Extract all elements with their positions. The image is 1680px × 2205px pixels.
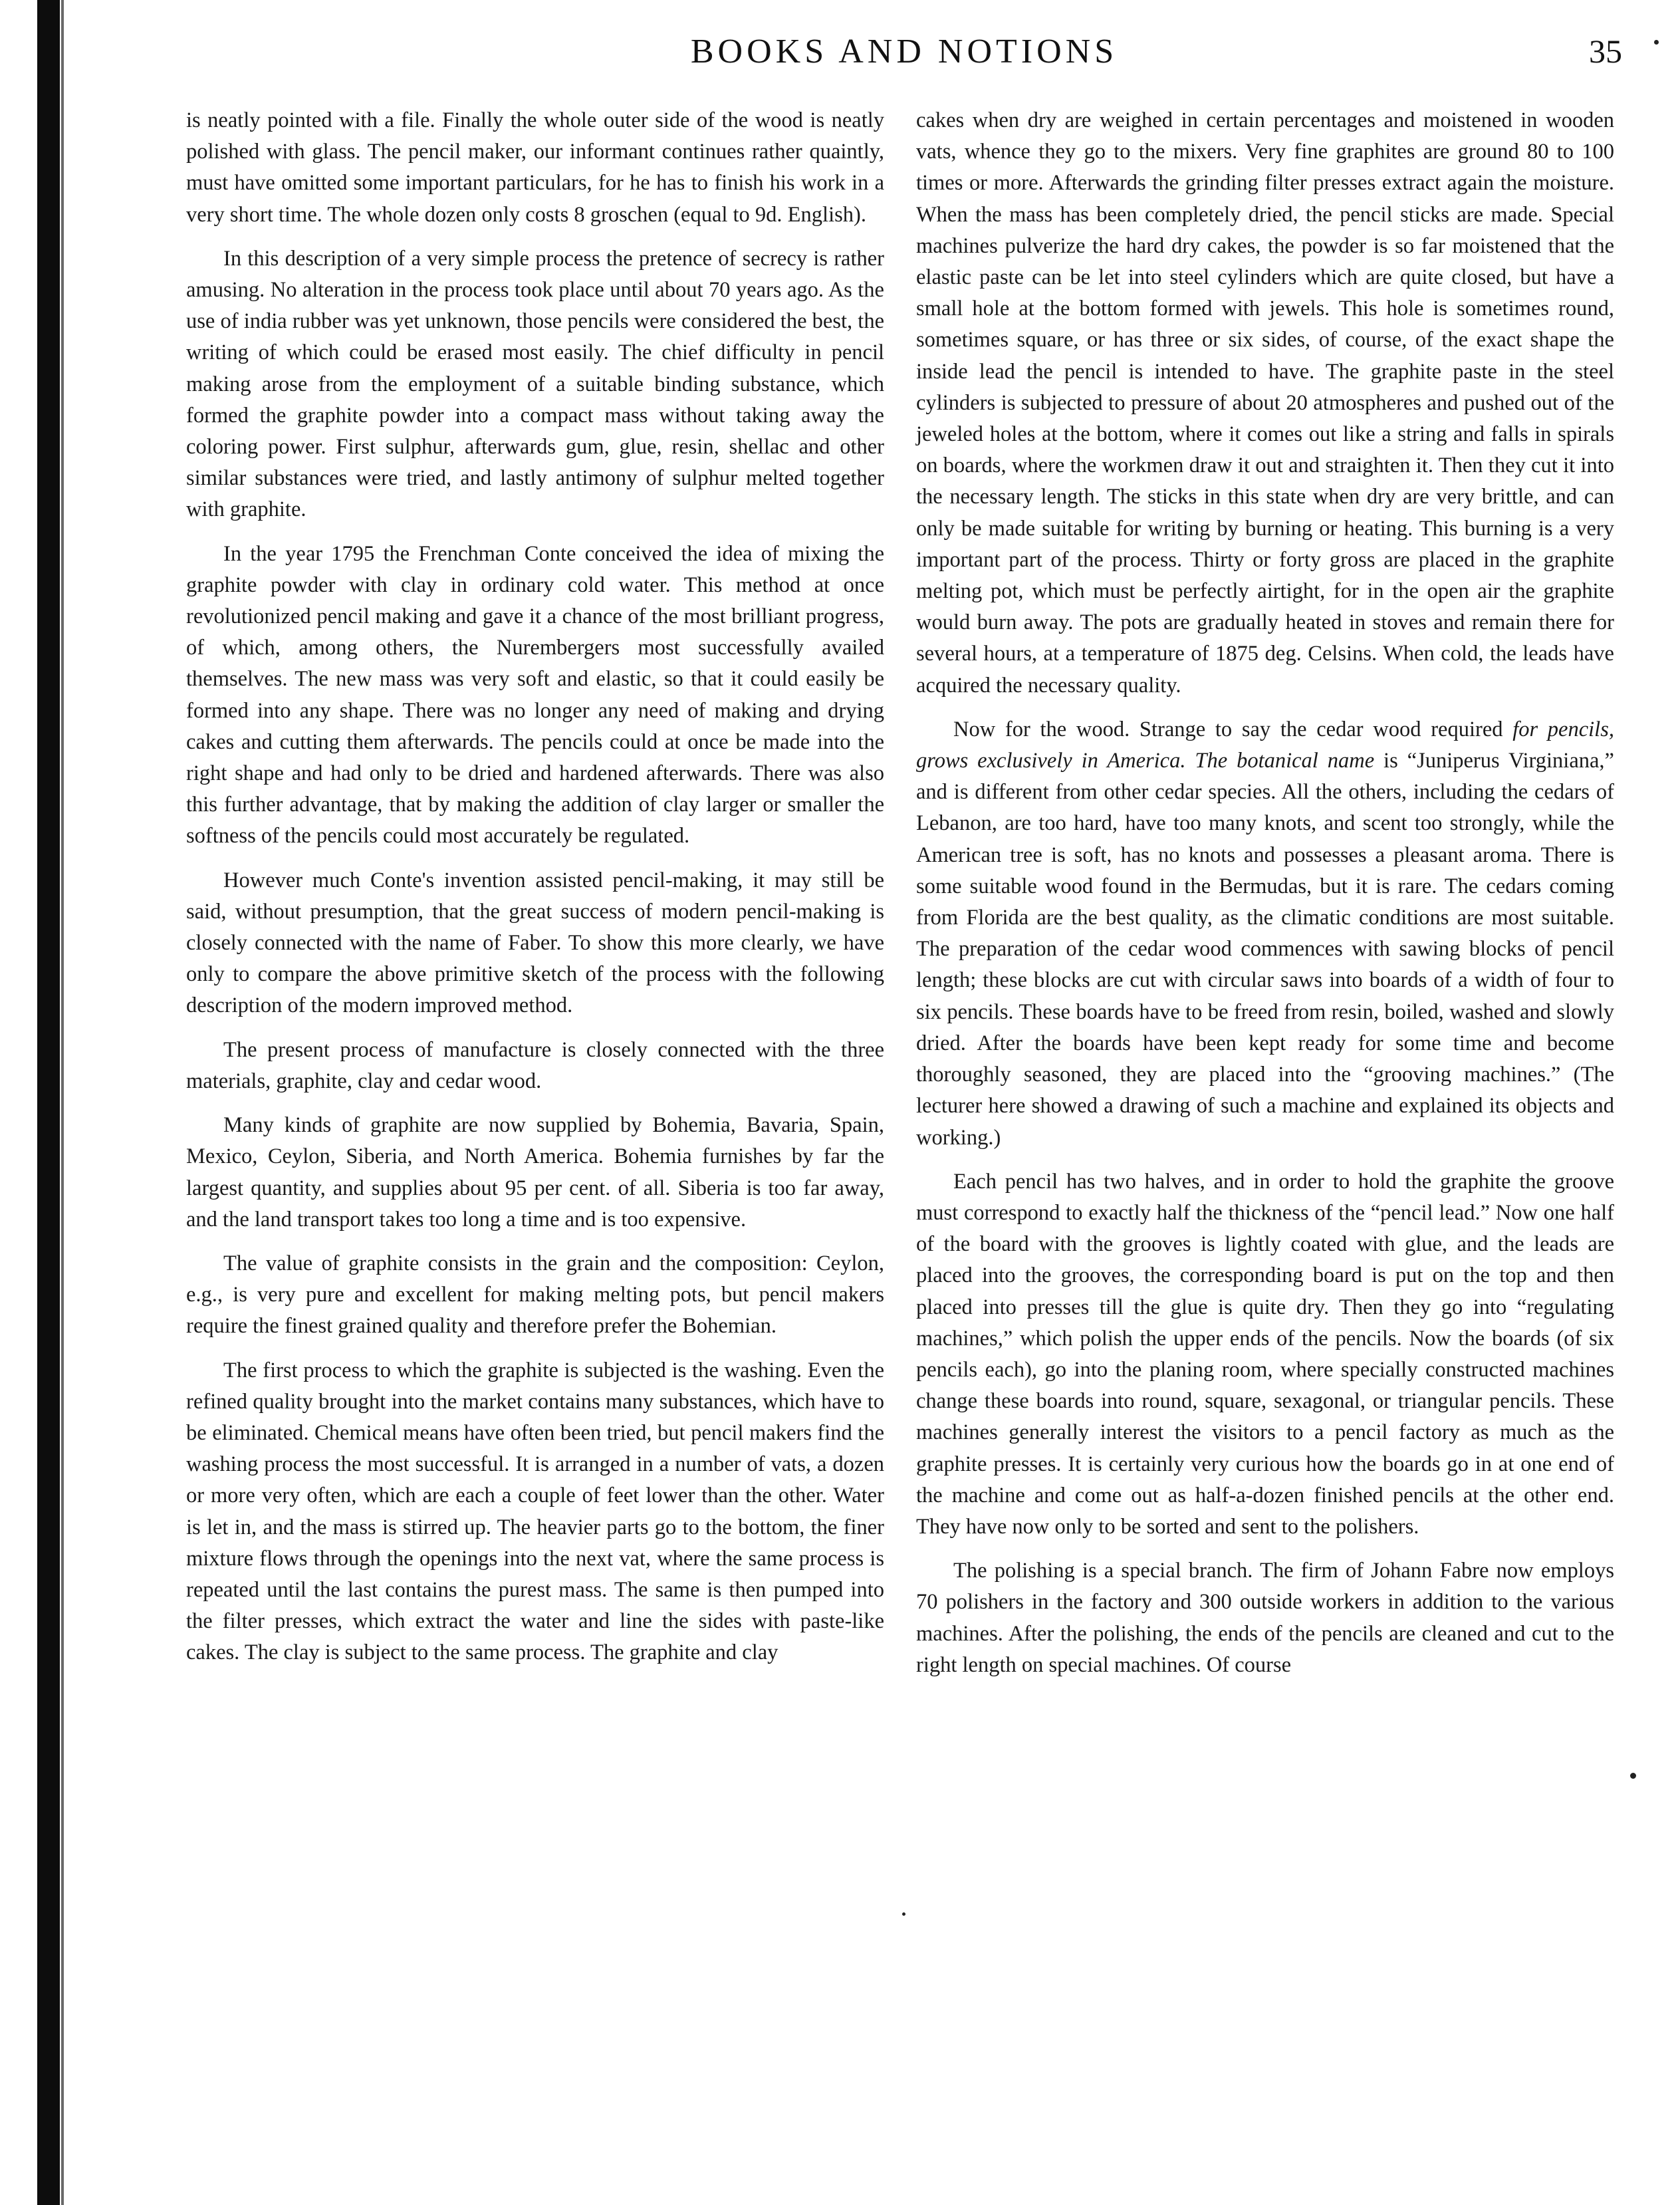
page-number: 35 [1589, 33, 1622, 70]
paragraph: The value of graphite consists in the grain and the composition: Ceylon, e.g., is very pure and excellent for making melting pots, but pencil makers require the finest grained quality and therefore prefer the Bohemian. [186, 1251, 884, 1339]
paragraph: Each pencil has two halves, and in order to hold the graphite the groove must correspond to exactly half the thickness of the “pencil lead.” Now one half of the board with the grooves is lightly coated with glue, and the leads are placed into the grooves, the corresponding board is put on the top and then placed into presses till the glue is quite dry. Then they go into “regulating machines,” which polish the upper ends of the pencils. Now the boards (of six pencils each), go into the planing room, where specially constructed machines change these boards into round, square, sexagonal, or triangular pencils. These machines generally interest the visitors to a pencil factory as much as the graphite presses. It is certainly very curious how the boards go in at one end of the machine and come out as half-a-dozen finished pencils at the other end. They have now only to be sorted and sent to the polishers. [916, 1169, 1614, 1539]
scan-speck [1654, 40, 1659, 45]
paragraph-text: is “Juniperus Virginiana,” and is different from other cedar species. All the others, including the cedars of Lebanon, are too hard, have too many knots, and scent too strongly, while the American tree is soft, has no knots and possesses a pleasant aroma. There is some suitable wood found in the Bermudas, but it is rare. The cedars coming from Florida are the best quality, as the climatic conditions are most suitable. The preparation of the cedar wood commences with sawing blocks of pencil length; these blocks are cut with circular saws into boards of a width of four to six pencils. These boards have to be freed from resin, boiled, washed and slowly dried. After the boards have been kept ready for some time and become thoroughly seasoned, they are placed into the “grooving machines.” (The lecturer here showed a drawing of such a machine and explained its objects and working.) [916, 749, 1614, 1150]
paragraph: In the year 1795 the Frenchman Conte conceived the idea of mixing the graphite powder with clay in ordinary cold water. This method at once revolutionized pencil making and gave it a chance of the most brilliant progress, of which, among others, the Nurembergers most successfully availed themselves. The new mass was very soft and elastic, so that it could easily be formed into any shape. There was no longer any need of making and drying cakes and cutting them afterwards. The pencils could at once be made into the right shape and had only to be dried and hardened afterwards. There was also this further advantage, that by making the addition of clay larger or smaller the softness of the pencils could most accurately be regulated. [186, 541, 884, 848]
left-column [186, 105, 884, 1682]
right-column [916, 105, 1614, 1694]
paragraph: cakes when dry are weighed in certain percentages and moistened in wooden vats, whence they go to the mixers. Very fine graphites are ground 80 to 100 times or more. Afterwards the grinding filter presses extract again the moisture. When the mass has been completely dried, the pencil sticks are made. Special machines pulverize the hard dry cakes, the powder is so far moistened that the elastic paste can be let into steel cylinders which are quite closed, but have a small hole at the bottom formed with jewels. This hole is sometimes round, sometimes square, or has three or six sides, of course, of the exact shape the inside lead the pencil is intended to have. The graphite paste in the steel cylinders is subjected to pressure of about 20 atmospheres and pushed out of the jeweled holes at the bottom, where it comes out like a string and falls in spirals on boards, where the workmen draw it out and straighten it. Then they cut it into the necessary length. The sticks in this state when dry are very brittle, and can only be made suitable for writing by burning or heating. This burning is a very important part of the process. Thirty or forty gross are placed in the graphite melting pot, which must be perfectly airtight, for in the open air the graphite would burn away. The pots are gradually heated in stoves and remain there for several hours, at a temperature of 1875 deg. Celsins. When cold, the leads have acquired the necessary quality. [916, 108, 1614, 698]
page-header [186, 32, 1622, 78]
paragraph: The present process of manufacture is closely connected with the three materials, graphite, clay and cedar wood. [186, 1037, 884, 1093]
paragraph: In this description of a very simple process the pretence of secrecy is rather amusing. No alteration in the process took place until about 70 years ago. As the use of india rubber was yet unknown, those pencils were considered the best, the writing of which could be erased most easily. The chief difficulty in pencil making arose from the employment of a suitable binding substance, which formed the graphite powder into a compact mass without taking away the coloring power. First sulphur, afterwards gum, glue, resin, shellac and other similar substances were tried, and lastly antimony of sulphur melted together with graphite. [186, 246, 884, 522]
binding-edge-line [61, 0, 64, 2205]
paragraph [916, 714, 1614, 1154]
paragraph: The polishing is a special branch. The firm of Johann Fabre now employs 70 polishers in the factory and 300 outside workers in addition to the various machines. After the polishing, the ends of the pencils are cleaned and cut to the right length on special machines. Of course [916, 1559, 1614, 1677]
binding-spine-shadow [37, 0, 60, 2205]
scan-speck [902, 1912, 905, 1916]
scan-speck [1630, 1773, 1636, 1779]
paragraph: However much Conte's invention assisted pencil-making, it may still be said, without presumption, that the great success of modern pencil-making is closely connected with the name of Faber. To show this more clearly, we have only to compare the above primitive sketch of the process with the following description of the modern improved method. [186, 868, 884, 1018]
paragraph: is neatly pointed with a file. Finally the whole outer side of the wood is neatly polished with glass. The pencil maker, our informant continues rather quaintly, must have omitted some important particulars, for he has to finish his work in a very short time. The whole dozen only costs 8 groschen (equal to 9d. English). [186, 108, 884, 227]
paragraph: Many kinds of graphite are now supplied by Bohemia, Bavaria, Spain, Mexico, Ceylon, Siberia, and North America. Bohemia furnishes by far the largest quantity, and supplies about 95 per cent. of all. Siberia is too far away, and the land transport takes too long a time and is too expensive. [186, 1113, 884, 1232]
italic-text: for pencils, grows exclusively in America. The botanical name [916, 717, 1614, 773]
running-title: BOOKS AND NOTIONS [690, 33, 1118, 70]
paragraph: The first process to which the graphite is subjected is the washing. Even the refined quality brought into the market contains many substances, which have to be eliminated. Chemical means have often been tried, but pencil makers find the washing process the most successful. It is arranged in a number of vats, a dozen or more very often, which are each a couple of feet lower than the other. Water is let in, and the mass is stirred up. The heavier parts go to the bottom, the finer mixture flows through the openings into the next vat, where the same process is repeated until the last contains the purest mass. The same is then pumped into the filter presses, which extract the water and line the sides with paste-like cakes. The clay is subject to the same process. The graphite and clay [186, 1358, 884, 1665]
paragraph-text: Now for the wood. Strange to say the cedar wood required [953, 717, 1513, 741]
